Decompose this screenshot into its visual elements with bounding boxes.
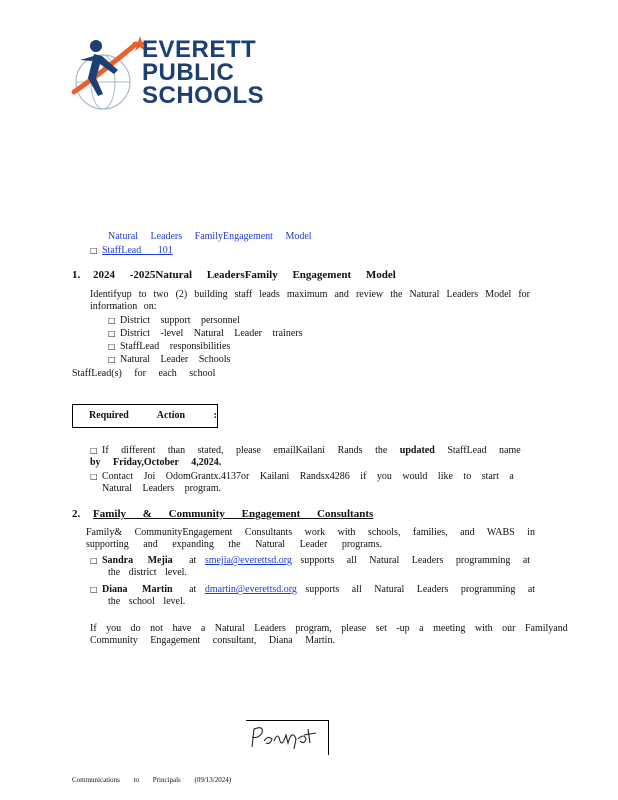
district-logo <box>70 34 265 116</box>
list-item: □ District support personnel <box>108 315 240 326</box>
section-1-title: 2024 -2025Natural LeadersFamily Engagement Model <box>93 269 396 281</box>
logo-wordmark <box>142 38 264 107</box>
logo-figure-icon <box>70 34 146 112</box>
section-1-number: 1. <box>72 269 81 281</box>
bullet-icon: □ <box>90 246 98 255</box>
logo-line-2: PUBLIC <box>142 59 235 86</box>
required-action-label: Required Action : <box>89 410 217 421</box>
bullet-icon: □ <box>108 342 116 351</box>
bullet-icon: □ <box>90 472 98 481</box>
consultant-email-link[interactable]: dmartin@everettsd.org <box>204 584 297 595</box>
section-1-bullet-list <box>108 315 302 367</box>
section-2-intro: Family& CommunityEngagement Consultants work with schools, families, and WABS in supporting and expanding the Natural Leader programs. <box>86 527 535 550</box>
consultant-sandra: □ Sandra Mejia at smejia@everettsd.org supports all Natural Leaders programming at the district level. <box>90 555 531 578</box>
section-2-number: 2. <box>72 508 81 520</box>
logo-line-3: SCHOOLS <box>142 82 265 109</box>
consultant-name: Diana Martin <box>102 584 173 595</box>
bullet-icon: □ <box>90 556 98 565</box>
signature-icon <box>246 721 326 753</box>
toc-item-stafflead[interactable] <box>90 245 181 257</box>
consultant-name: Sandra Mejia <box>102 555 173 566</box>
section-1-heading <box>72 269 396 281</box>
action-item-2: □ Contact Joi OdomGrantx.4137or Kailani Randsx4286 if you would like to start a Natural Leaders program. <box>90 471 514 494</box>
section-1-tail: StaffLead(s) for each school <box>72 368 216 379</box>
bullet-icon: □ <box>108 355 116 364</box>
section-1-intro: Identifyup to two (2) building staff leads maximum and review the Natural Leaders Model for information on: <box>90 289 530 312</box>
list-item: □ StaffLead responsibilities <box>108 341 231 352</box>
action-item-1: □ If different than stated, please emailKailani Rands the updated StaffLead name by Friday,October 4,2024. <box>90 445 521 468</box>
section-2-heading <box>72 508 391 520</box>
bullet-icon: □ <box>90 446 98 455</box>
signature-image <box>246 720 329 755</box>
required-action-box <box>72 404 218 428</box>
list-item: □ Natural Leader Schools <box>108 354 231 365</box>
toc-link-stafflead[interactable]: StaffLead 101 <box>102 245 173 256</box>
list-item: □ District -level Natural Leader trainers <box>108 328 303 339</box>
consultant-email-link[interactable]: smejia@everettsd.org <box>204 555 292 566</box>
footer-text: Communications to Principals (09/13/2024) <box>72 776 232 784</box>
logo-line-1: EVERETT <box>142 36 257 63</box>
section-2-closing: If you do not have a Natural Leaders program, please set -up a meeting with our Familyand Community Engagement consultant, Diana Martin. <box>90 623 568 646</box>
bullet-icon: □ <box>90 585 98 594</box>
toc-link-model[interactable]: Natural Leaders FamilyEngagement Model <box>108 231 312 242</box>
consultant-diana: □ Diana Martin at dmartin@everettsd.org supports all Natural Leaders programming at the school level. <box>90 584 536 607</box>
bullet-icon: □ <box>108 329 116 338</box>
bullet-icon: □ <box>108 316 116 325</box>
section-2-title: Family & Community Engagement Consultants <box>93 508 374 520</box>
